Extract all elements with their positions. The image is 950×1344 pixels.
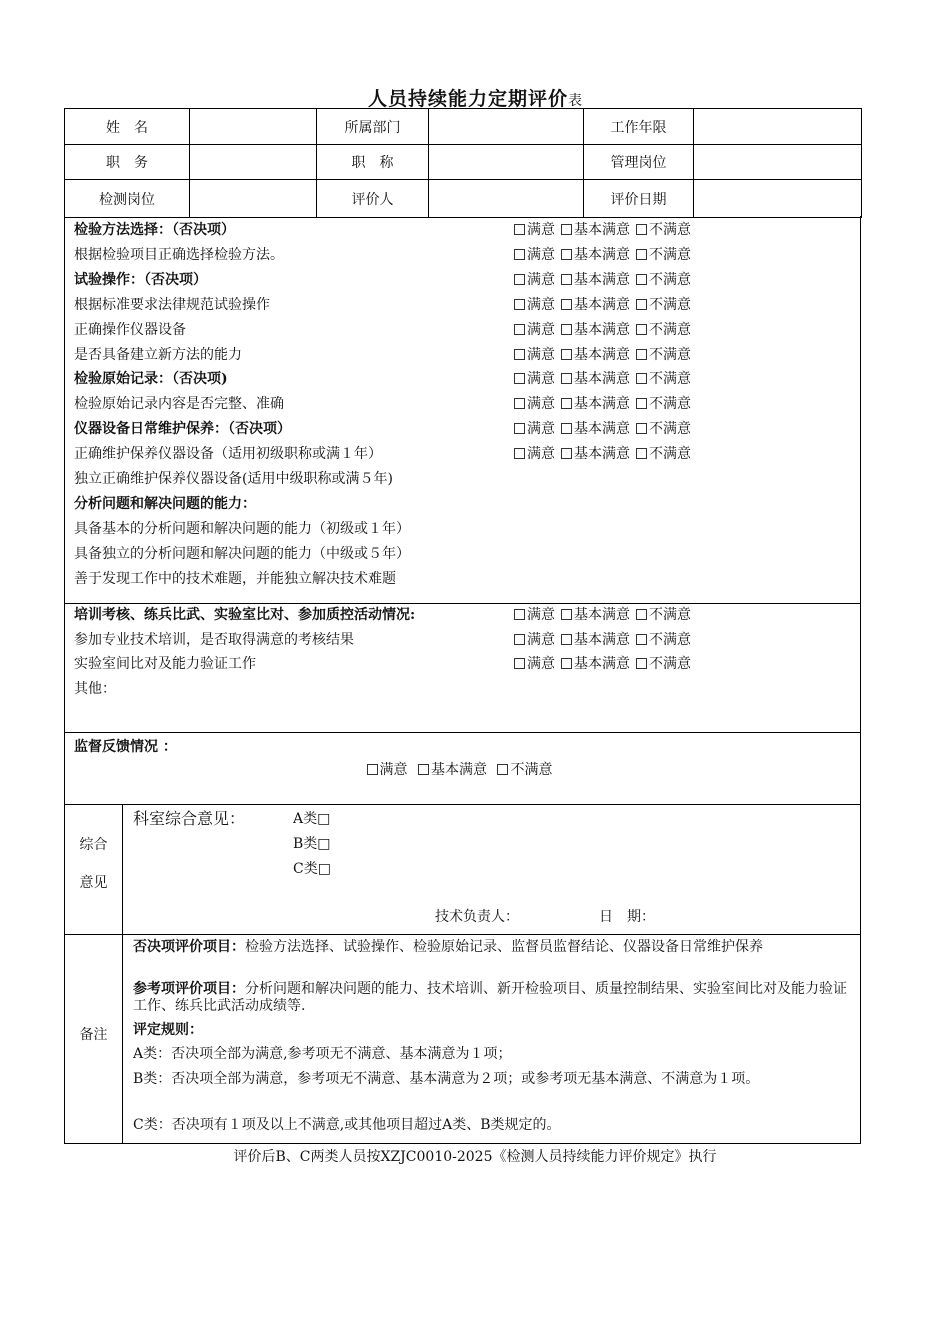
- checkbox-icon: [514, 274, 525, 285]
- date-label: 评价日期: [584, 180, 694, 218]
- section-supervision: [64, 732, 861, 805]
- criteria-label: 正确操作仪器设备: [74, 321, 186, 338]
- checkbox-icon: [636, 634, 647, 645]
- rule-c: C类：否决项有１项及以上不满意,或其他项目超过A类、B类规定的。: [133, 1117, 561, 1133]
- criteria-row: [74, 567, 396, 591]
- option-unsatisfied[interactable]: 不满意: [636, 446, 691, 462]
- option-unsatisfied[interactable]: 不满意: [636, 607, 691, 623]
- rating-options: [514, 392, 697, 416]
- checkbox-icon: [561, 274, 572, 285]
- option-basic[interactable]: 基本满意: [561, 656, 630, 672]
- supervision-options: [65, 759, 860, 779]
- criteria-row: [74, 628, 691, 652]
- option-unsatisfied[interactable]: 不满意: [636, 222, 691, 238]
- option-satisfied[interactable]: 满意: [514, 297, 555, 313]
- criteria-row: [74, 293, 691, 317]
- veto-items: 否决项评价项目：检验方法选择、试验操作、检验原始记录、监督员监督结论、仪器设备日常维护保养: [133, 939, 763, 955]
- checkbox-icon: [514, 609, 525, 620]
- checkbox-icon: [561, 349, 572, 360]
- criteria-label: 根据检验项目正确选择检验方法。: [74, 246, 284, 263]
- option-basic[interactable]: 基本满意: [561, 446, 630, 462]
- criteria-label: 具备基本的分析问题和解决问题的能力（初级或１年）: [74, 520, 410, 537]
- post-field[interactable]: [190, 180, 317, 218]
- rating-options: [514, 367, 697, 391]
- checkbox-icon: [636, 658, 647, 669]
- option-satisfied[interactable]: 满意: [514, 371, 555, 387]
- option-basic[interactable]: 基本满意: [561, 607, 630, 623]
- criteria-row: [74, 492, 256, 516]
- option-satisfied[interactable]: 满意: [514, 272, 555, 288]
- rating-options: [514, 218, 697, 242]
- rating-options: [514, 268, 697, 292]
- footer-note: 评价后B、C两类人员按XZJC0010-2025《检测人员持续能力评价规定》执行: [233, 1149, 717, 1165]
- criteria-label: 独立正确维护保养仪器设备(适用中级职称或满５年): [74, 471, 393, 487]
- rating-options: [514, 318, 697, 342]
- duty-field[interactable]: [190, 145, 317, 180]
- option-unsatisfied[interactable]: 不满意: [636, 632, 691, 648]
- criteria-label: 培训考核、练兵比武、实验室比对、参加质控活动情况:: [74, 607, 416, 623]
- checkbox-icon: [514, 249, 525, 260]
- option-basic[interactable]: 基本满意: [561, 297, 630, 313]
- option-basic[interactable]: 基本满意: [561, 222, 630, 238]
- supervision-heading: 监督反馈情况 ：: [74, 739, 177, 755]
- evaluator-label: 评价人: [317, 180, 429, 218]
- option-satisfied[interactable]: 满意: [514, 247, 555, 263]
- checkbox-icon: [561, 658, 572, 669]
- form-title-suffix: 表: [568, 93, 582, 109]
- section-ability: [64, 216, 861, 604]
- mgmt-label: 管理岗位: [584, 145, 694, 180]
- rule-b: B类：否决项全部为满意，参考项无不满意、基本满意为２项；或参考项无基本满意、不满意为１项。: [133, 1071, 760, 1087]
- date-field[interactable]: [694, 180, 862, 218]
- criteria-label: 检验方法选择：（否决项）: [74, 222, 235, 238]
- criteria-row: [74, 343, 691, 367]
- option-satisfied[interactable]: 满意: [514, 396, 555, 412]
- checkbox-icon: [514, 634, 525, 645]
- criteria-row: [74, 442, 691, 466]
- evaluator-field[interactable]: [429, 180, 584, 218]
- rating-options: [514, 603, 697, 627]
- checkbox-icon: [514, 658, 525, 669]
- criteria-label: 参加专业技术培训，是否取得满意的考核结果: [74, 631, 354, 648]
- checkbox-icon: [561, 423, 572, 434]
- criteria-label: 试验操作：（否决项）: [74, 271, 207, 288]
- option-unsatisfied[interactable]: 不满意: [636, 322, 691, 338]
- criteria-row: [74, 392, 691, 416]
- option-satisfied[interactable]: 满意: [367, 762, 408, 778]
- option-basic[interactable]: 基本满意: [561, 347, 630, 363]
- rule-title: 评定规则：: [133, 1022, 203, 1038]
- checkbox-icon: [561, 299, 572, 310]
- option-satisfied[interactable]: 满意: [514, 322, 555, 338]
- checkbox-icon: [636, 249, 647, 260]
- rating-options: [514, 243, 697, 267]
- option-unsatisfied[interactable]: 不满意: [636, 396, 691, 412]
- option-basic[interactable]: 基本满意: [561, 322, 630, 338]
- option-unsatisfied[interactable]: 不满意: [636, 297, 691, 313]
- overall-date: 日 期：: [599, 909, 655, 925]
- checkbox-icon: [514, 448, 525, 459]
- form-title-main: 人员持续能力定期评价: [367, 88, 568, 110]
- option-unsatisfied[interactable]: 不满意: [497, 762, 552, 778]
- option-satisfied[interactable]: 满意: [514, 607, 555, 623]
- reference-items: 参考项评价项目：分析问题和解决问题的能力、技术培训、新开检验项目、质量控制结果、实验室间比对及能力验证工作、练兵比武活动成绩等.: [133, 981, 847, 1014]
- option-basic[interactable]: 基本满意: [561, 632, 630, 648]
- checkbox-icon: [561, 224, 572, 235]
- checkbox-icon: [514, 349, 525, 360]
- checkbox-icon: [636, 349, 647, 360]
- criteria-label: 善于发现工作中的技术难题，并能独立解决技术难题: [74, 570, 396, 587]
- option-basic[interactable]: 基本满意: [561, 421, 630, 437]
- criteria-label: 根据标准要求法律规范试验操作: [74, 296, 270, 313]
- checkbox-icon: [561, 373, 572, 384]
- checkbox-icon: [497, 764, 508, 775]
- name-field[interactable]: [190, 109, 317, 145]
- option-basic[interactable]: 基本满意: [561, 396, 630, 412]
- option-unsatisfied[interactable]: 不满意: [636, 421, 691, 437]
- option-satisfied[interactable]: 满意: [514, 222, 555, 238]
- checkbox-icon: [418, 764, 429, 775]
- rating-options: [514, 343, 697, 367]
- opinion-label: 科室综合意见：: [133, 809, 246, 828]
- section-training: [64, 603, 861, 733]
- rating-options: [514, 628, 697, 652]
- checkbox-icon: [561, 324, 572, 335]
- checkbox-icon: [636, 324, 647, 335]
- criteria-row: [74, 677, 116, 701]
- checkbox-icon: [561, 634, 572, 645]
- checkbox-icon: [636, 274, 647, 285]
- option-satisfied[interactable]: 满意: [514, 446, 555, 462]
- criteria-row: [74, 517, 410, 541]
- checkbox-icon: [514, 373, 525, 384]
- checkbox-icon: [636, 224, 647, 235]
- checkbox-icon: [636, 398, 647, 409]
- dept-field[interactable]: [429, 109, 584, 145]
- criteria-label: 正确维护保养仪器设备（适用初级职称或满１年）: [74, 446, 382, 463]
- form-title: [0, 84, 950, 111]
- class-c-option[interactable]: C类□: [293, 861, 331, 877]
- option-basic[interactable]: 基本满意: [561, 371, 630, 387]
- section-overall: [64, 804, 861, 935]
- class-b-option[interactable]: B类□: [293, 836, 331, 852]
- criteria-label: 具备独立的分析问题和解决问题的能力（中级或５年）: [74, 545, 410, 562]
- option-unsatisfied[interactable]: 不满意: [636, 347, 691, 363]
- rating-options: [514, 652, 697, 676]
- option-satisfied[interactable]: 满意: [514, 347, 555, 363]
- checkbox-icon: [514, 299, 525, 310]
- option-unsatisfied[interactable]: 不满意: [636, 371, 691, 387]
- checkbox-icon: [514, 423, 525, 434]
- criteria-label: 仪器设备日常维护保养：（否决项）: [74, 421, 291, 438]
- option-unsatisfied[interactable]: 不满意: [636, 247, 691, 263]
- years-field[interactable]: [694, 109, 862, 145]
- checkbox-icon: [561, 398, 572, 409]
- checkbox-icon: [514, 398, 525, 409]
- dept-label: 所属部门: [317, 109, 429, 145]
- option-unsatisfied[interactable]: 不满意: [636, 272, 691, 288]
- checkbox-icon: [636, 423, 647, 434]
- option-unsatisfied[interactable]: 不满意: [636, 656, 691, 672]
- criteria-row: [74, 542, 410, 566]
- mgmt-field[interactable]: [694, 145, 862, 180]
- rating-options: [514, 293, 697, 317]
- criteria-row: [74, 367, 691, 391]
- criteria-row: [74, 417, 691, 441]
- option-satisfied[interactable]: 满意: [514, 656, 555, 672]
- option-basic[interactable]: 基本满意: [561, 272, 630, 288]
- criteria-label: 是否具备建立新方法的能力: [74, 346, 242, 363]
- criteria-row: [74, 218, 691, 242]
- title-label: 职 称: [317, 145, 429, 180]
- checkbox-icon: [367, 764, 378, 775]
- criteria-label: 实验室间比对及能力验证工作: [74, 656, 256, 673]
- section-remarks: [64, 934, 861, 1144]
- option-satisfied[interactable]: 满意: [514, 632, 555, 648]
- criteria-row: [74, 603, 691, 627]
- criteria-row: [74, 318, 691, 342]
- rating-options: [514, 442, 697, 466]
- checkbox-icon: [636, 373, 647, 384]
- criteria-row: [74, 268, 691, 292]
- years-label: 工作年限: [584, 109, 694, 145]
- info-table: [64, 108, 862, 218]
- checkbox-icon: [561, 249, 572, 260]
- name-label: 姓 名: [65, 109, 190, 145]
- tech-lead-sign: 技术负责人：: [435, 909, 519, 925]
- checkbox-icon: [514, 324, 525, 335]
- option-satisfied[interactable]: 满意: [514, 421, 555, 437]
- criteria-row: [74, 467, 393, 491]
- checkbox-icon: [561, 609, 572, 620]
- rule-a: A类：否决项全部为满意,参考项无不满意、基本满意为１项；: [133, 1046, 512, 1062]
- criteria-row: [74, 652, 691, 676]
- overall-label: 综合 意见: [65, 804, 123, 934]
- option-basic[interactable]: 基本满意: [418, 762, 487, 778]
- criteria-label: 其他：: [74, 680, 116, 697]
- rating-options: [514, 417, 697, 441]
- option-basic[interactable]: 基本满意: [561, 247, 630, 263]
- checkbox-icon: [636, 609, 647, 620]
- criteria-row: [74, 243, 691, 267]
- title-field[interactable]: [429, 145, 584, 180]
- remarks-label: 备注: [65, 934, 123, 1143]
- duty-label: 职 务: [65, 145, 190, 180]
- checkbox-icon: [636, 299, 647, 310]
- criteria-label: 检验原始记录内容是否完整、准确: [74, 396, 284, 413]
- class-a-option[interactable]: A类□: [293, 811, 331, 827]
- criteria-label: 分析问题和解决问题的能力：: [74, 495, 256, 512]
- checkbox-icon: [636, 448, 647, 459]
- checkbox-icon: [561, 448, 572, 459]
- checkbox-icon: [514, 224, 525, 235]
- post-label: 检测岗位: [65, 180, 190, 218]
- criteria-label: 检验原始记录：（否决项): [74, 371, 228, 388]
